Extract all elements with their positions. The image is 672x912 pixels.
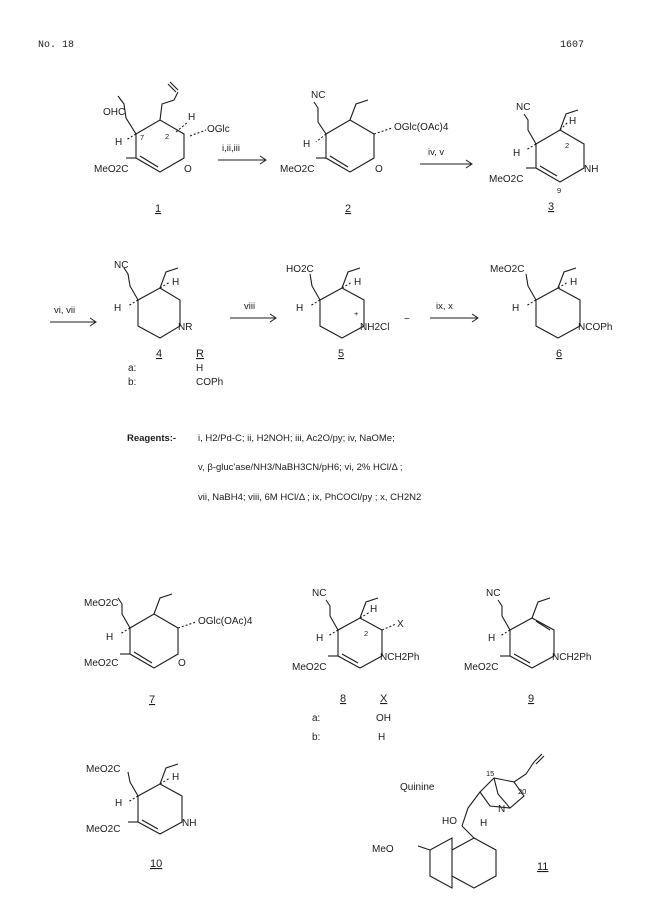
c4-nr: NR [178,322,193,333]
page-number: 1607 [560,40,585,51]
c1-cho: OHC [103,107,126,118]
compound-2 [280,90,449,215]
compound-5 [286,264,410,360]
c4-b: b: [128,377,137,388]
c3-c2: 2 [565,141,570,150]
c11-ho: HO [442,816,457,827]
c10-number: 10 [150,858,163,870]
c10-meo2c: MeO2C [86,824,121,835]
c8-col-x: X [380,693,388,705]
c5-number: 5 [338,348,345,360]
c11-name: Quinine [400,782,435,793]
c3-meo2c: MeO2C [489,174,524,185]
c9-nc: NC [486,588,501,599]
c8-a: a: [312,713,321,724]
c2-h: H [303,139,311,150]
c8-number: 8 [340,693,347,705]
c1-h-top: H [188,112,196,123]
arrow-3 [50,305,96,326]
c6-h-left: H [512,303,520,314]
compound-4 [114,260,223,388]
reagents-line-2: v, β-gluc'ase/NH3/NaBH3CN/pH6; vi, 2% HCl/Δ ; [198,462,403,473]
c4-number: 4 [156,348,163,360]
c5-minus: − [404,314,410,325]
journal-issue: No. 18 [38,40,75,51]
c3-nc: NC [516,102,531,113]
arrow-2 [420,147,472,168]
c2-meo2c: MeO2C [280,164,315,175]
c3-number: 3 [548,201,555,213]
c5-ho2c: HO2C [286,264,314,275]
c8-h-top: H [370,604,378,615]
c1-meo2c: MeO2C [94,164,129,175]
c2-nc: NC [311,90,326,101]
c8-a-val: OH [376,713,391,724]
c7-meo2c-top: MeO2C [84,598,119,609]
c1-h-left: H [115,137,123,148]
c8-nc: NC [312,588,327,599]
c10-nh: NH [182,818,197,829]
c1-c7: 7 [140,133,145,142]
compound-3 [489,102,598,213]
c8-meo2c: MeO2C [292,662,327,673]
c10-h-top: H [172,772,180,783]
c1-oglc: OGlc [207,124,230,135]
compound-1 [94,82,230,215]
c11-meo: MeO [372,844,394,855]
arrow-1 [218,143,266,164]
c3-h-left: H [513,148,521,159]
c9-nch2ph: NCH2Ph [552,652,592,663]
c1-number: 1 [155,203,162,215]
c11-c20: 20 [518,787,527,796]
c9-h: H [488,633,496,644]
arrow-4 [230,301,276,322]
compound-9 [464,588,591,705]
c8-h-left: H [316,633,324,644]
reagents-line-3: vii, NaBH4; viii, 6M HCl/Δ ; ix, PhCOCl/py ; x, CH2N2 [198,492,422,503]
c4-b-val: COPh [196,377,224,388]
reagents-list [127,433,421,503]
arrow-1-reagents: i,ii,iii [222,143,240,154]
c4-col-r: R [196,348,204,360]
c2-oglc: OGlc(OAc)4 [394,122,449,133]
c8-c2: 2 [364,629,369,638]
c5-h-top: H [354,277,362,288]
c4-h-left: H [114,303,122,314]
c1-c2: 2 [165,132,170,141]
c4-nc: NC [114,260,129,271]
compound-11 [372,754,548,888]
c10-meo2c-top: MeO2C [86,764,121,775]
c2-number: 2 [345,203,352,215]
c7-number: 7 [149,694,156,706]
c4-h-top: H [172,277,180,288]
c8-b-val: H [378,732,386,743]
arrow-5-reagents: ix, x [436,301,453,312]
reagents-title: Reagents:- [127,433,177,444]
c1-o: O [184,164,192,175]
compound-7 [84,594,253,706]
c6-number: 6 [556,348,563,360]
c11-number: 11 [537,861,549,873]
c10-h-left: H [115,798,123,809]
c8-x: X [397,619,404,630]
c11-n: N [498,804,506,815]
c8-nch2ph: NCH2Ph [380,652,420,663]
arrow-5 [430,301,478,322]
arrow-4-reagents: viii [244,301,256,312]
c7-h: H [106,632,114,643]
arrow-3-reagents: vi, vii [54,305,76,316]
c7-meo2c: MeO2C [84,658,119,669]
c3-nh: NH [584,164,599,175]
reagents-line-1: i, H2/Pd-C; ii, H2NOH; iii, Ac2O/py; iv, NaOMe; [198,433,395,444]
c7-o: O [178,658,186,669]
c5-h-left: H [296,303,304,314]
compound-6 [490,264,612,360]
c2-o: O [375,164,383,175]
c4-a: a: [128,363,137,374]
c11-h: H [480,818,488,829]
compound-10 [86,764,196,870]
c4-a-val: H [196,363,204,374]
c6-ncoph: NCOPh [578,322,613,333]
c8-b: b: [312,732,321,743]
c11-c15: 15 [486,769,495,778]
c7-oglc: OGlc(OAc)4 [198,616,253,627]
c6-meo2c: MeO2C [490,264,525,275]
c5-plus: + [354,309,359,318]
arrow-2-reagents: iv, v [428,147,445,158]
c9-number: 9 [528,693,535,705]
c3-c9: 9 [557,186,562,195]
c3-h-top: H [569,116,577,127]
c6-h-top: H [570,277,578,288]
c9-meo2c: MeO2C [464,662,499,673]
compound-8 [292,588,419,743]
c5-nh2cl: NH2Cl [360,322,390,333]
